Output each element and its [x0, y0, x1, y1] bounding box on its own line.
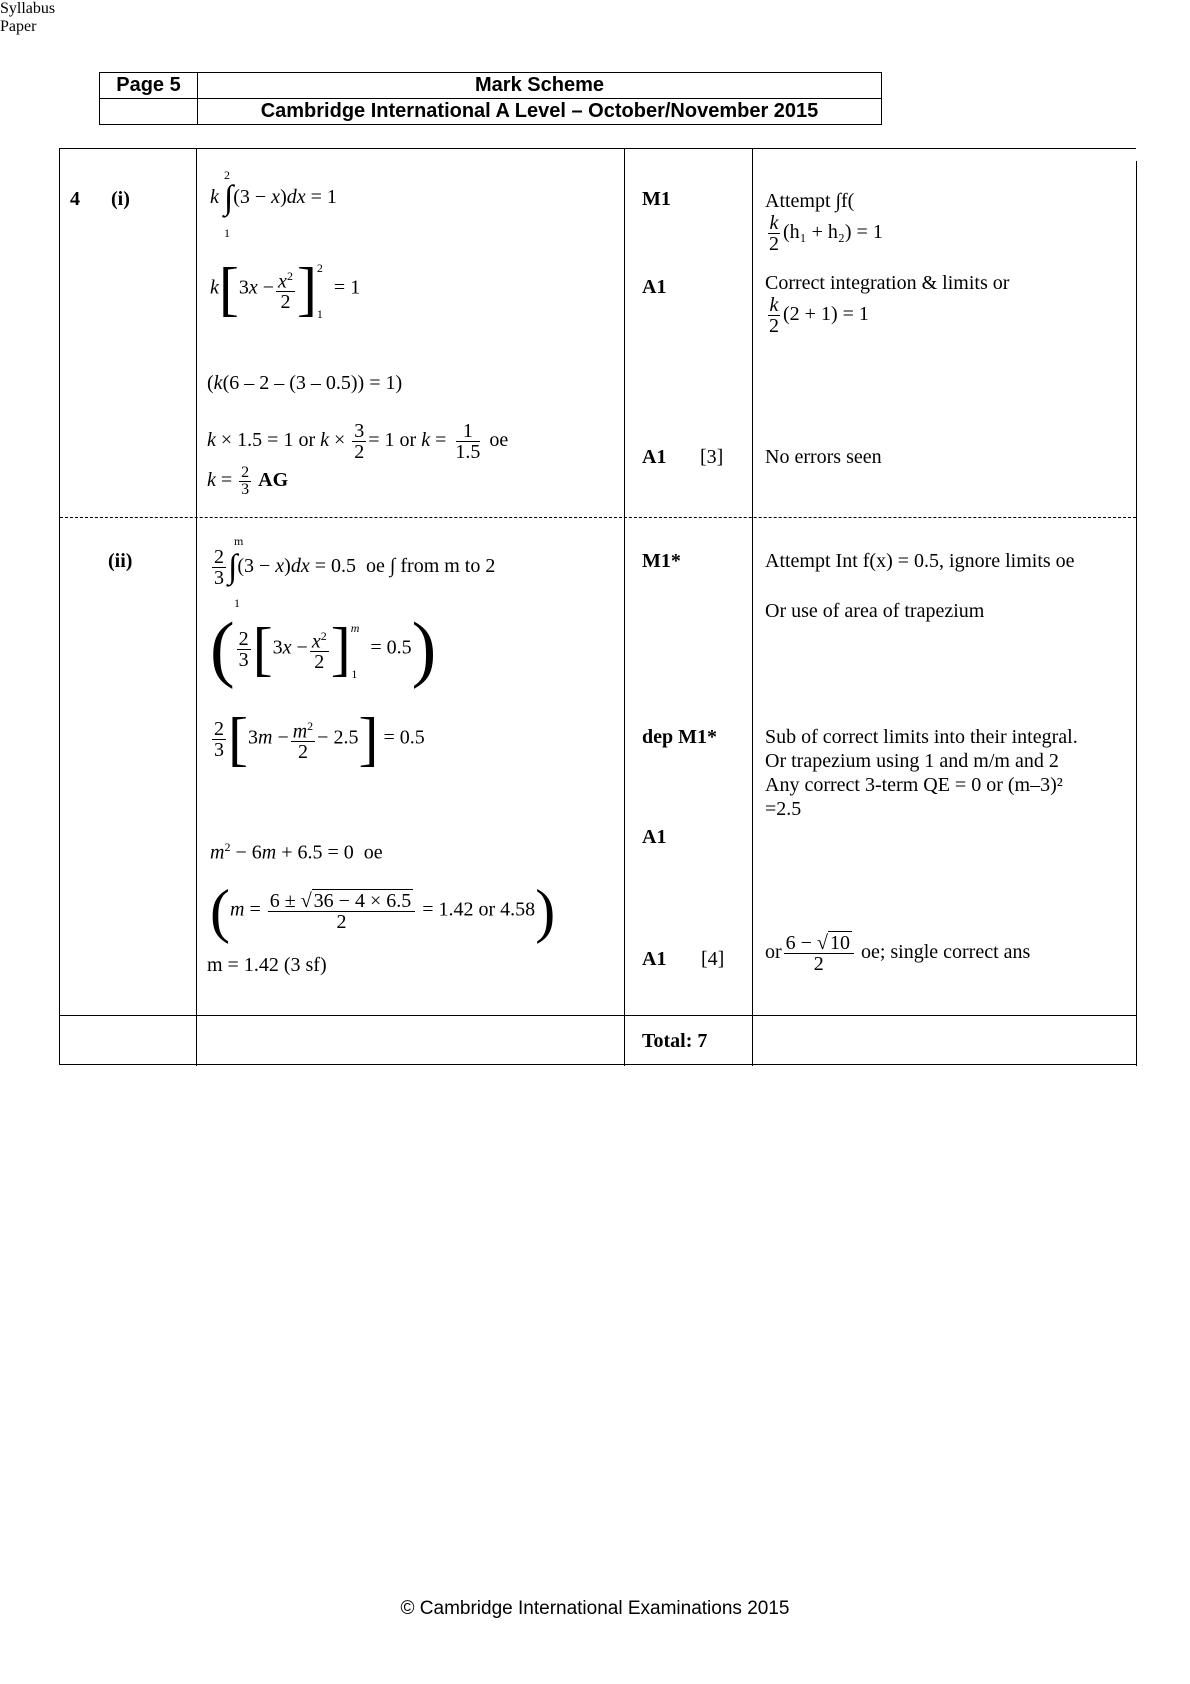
guidance-area-trapezium: Or use of area of trapezium [765, 600, 985, 622]
col-divider-3 [752, 149, 753, 1066]
page-number: Page 5 [100, 73, 198, 99]
header-empty-cell [100, 99, 198, 125]
part-ii-total-marks: [4] [701, 948, 725, 970]
mark-m1: M1 [642, 188, 671, 210]
part-divider [60, 517, 1136, 518]
part-i-total-marks: [3] [700, 446, 724, 468]
mark-a1-ii-final: A1 [642, 948, 667, 970]
part-i-antiderivative: k[3x − $\frac{x^2}{2}$ ]$^2_1$ = 1 [210, 256, 361, 322]
col-divider-1 [196, 149, 197, 1066]
guidance-qe-value: =2.5 [765, 798, 802, 820]
guidance-trapezium-alt: $\frac{k}{2}$ (2 + 1) = 1 [769, 294, 869, 337]
part-i-answer: k = $\frac{2}{3}$ AG [207, 464, 289, 498]
part-i-substitution: (k(6 – 2 – (3 – 0.5)) = 1) [207, 372, 403, 394]
total-row-divider [60, 1015, 1137, 1016]
guidance-exact-answer: or $\frac{6 - √ 10}{2}$ oe; single correct ans [765, 932, 1031, 975]
mark-m1-star: M1* [642, 550, 681, 572]
mark-dep-m1: dep M1* [642, 726, 717, 748]
question-number: 4 [70, 188, 80, 210]
part-ii-label: (ii) [108, 550, 133, 572]
part-ii-antiderivative: ( $\frac{2}{3}$ [3x − $\frac{x^2}{2}$ ]$^m_1$ = 0.5) [210, 608, 437, 690]
mark-scheme-table [59, 148, 1136, 1065]
col-divider-2 [624, 149, 625, 1066]
part-i-integral: 2 1 k ∫(3 − x)dx = 1 [210, 168, 337, 240]
guidance-trapezium: $\frac{k}{2}$ (h₁ + h₂) = 1 [769, 212, 883, 255]
total-marks: Total: 7 [642, 1030, 708, 1052]
guidance-trapezium-limits: Or trapezium using 1 and m/m and 2 [765, 750, 1059, 772]
syllabus-label: Syllabus [0, 0, 56, 17]
guidance-correct-qe: Any correct 3-term QE = 0 or (m–3)² [765, 774, 1063, 796]
paper-label: Paper [0, 18, 37, 35]
part-ii-integral: m 1 $\frac{2}{3}$ ∫(3 − x)dx = 0.5 oe ∫ from m to 2 [214, 534, 496, 610]
mark-a1: A1 [642, 276, 667, 298]
document-title: Mark Scheme [198, 73, 882, 99]
guidance-no-errors: No errors seen [765, 446, 882, 468]
answer-given-label: AG [258, 469, 289, 492]
mark-a1-final: A1 [642, 446, 667, 468]
copyright-footer: © Cambridge International Examinations 2015 [400, 1598, 790, 1619]
part-ii-substitution: $\frac{2}{3}$ [3m − $\frac{m^2}{2}$ − 2.5] = 0.5 [214, 706, 425, 772]
guidance-correct-integration: Correct integration & limits or [765, 272, 1010, 294]
guidance-attempt-integral: Attempt ∫f( [765, 190, 855, 212]
part-ii-formula: (m = $\frac{6 \pm √ 36 - 4 \times 6.5}{2}$ = 1.42 or 4.58) [210, 878, 556, 944]
part-ii-final-answer: m = 1.42 (3 sf) [207, 954, 327, 976]
guidance-sub-limits: Sub of correct limits into their integral. [765, 726, 1078, 748]
header-table [99, 72, 882, 125]
mark-a1-ii: A1 [642, 826, 667, 848]
part-ii-quadratic: $m^2 - 6m + 6.5 = 0$ oe [210, 840, 383, 864]
document-subtitle: Cambridge International A Level – October/November 2015 [198, 99, 882, 125]
part-i-solve: k × 1.5 = 1 or k × $\frac{3}{2}$ = 1 or k = $\frac{1}{1.5}$ oe [207, 420, 509, 463]
guidance-attempt-int: Attempt Int f(x) = 0.5, ignore limits oe [765, 550, 1075, 572]
col-divider-right [1136, 161, 1137, 1066]
part-i-label: (i) [111, 188, 130, 210]
